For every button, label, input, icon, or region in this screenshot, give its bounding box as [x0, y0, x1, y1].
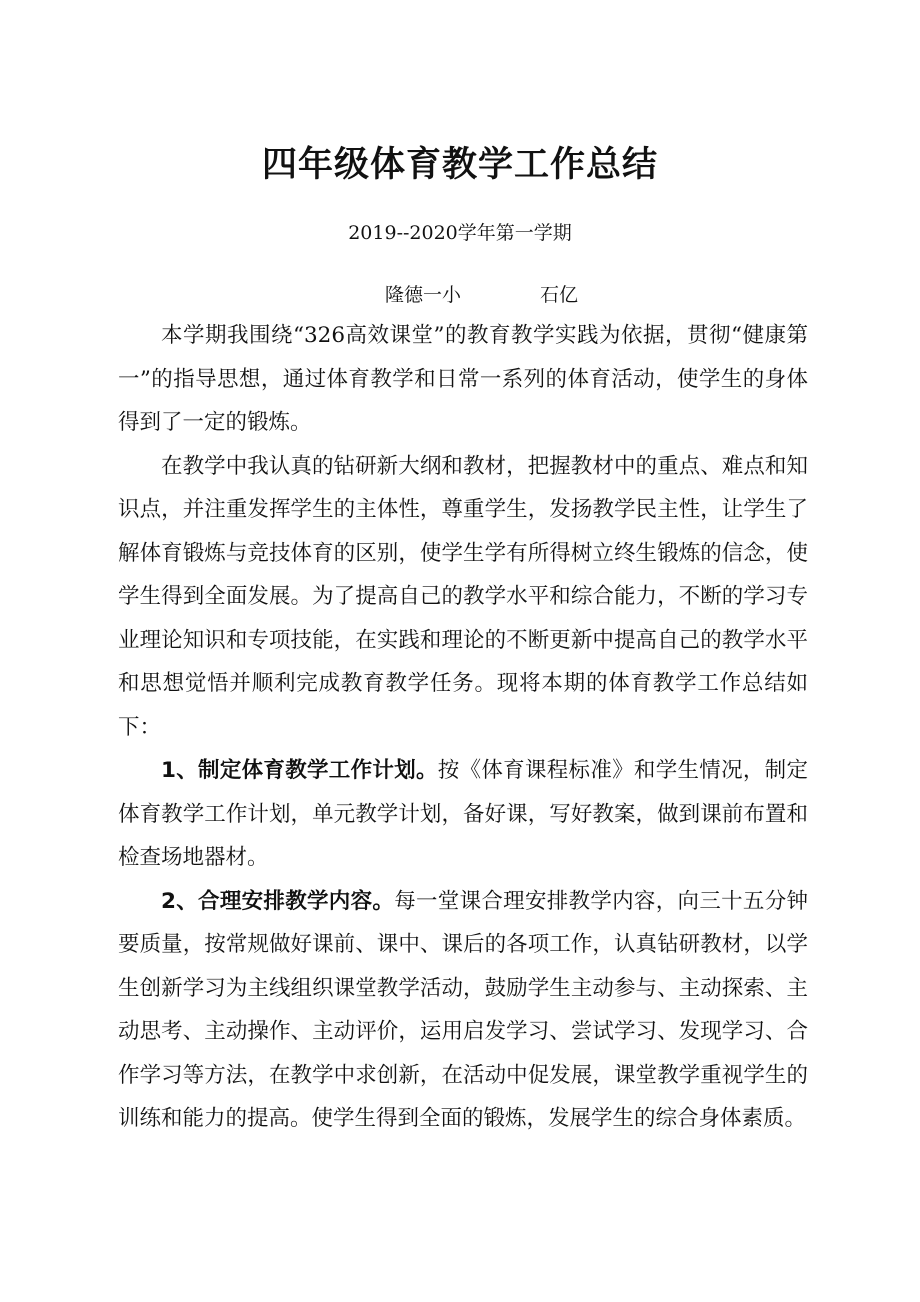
paragraph-text: 每一堂课合理安排教学内容，向三十五分钟要质量，按常规做好课前、课中、课后的各项工作，认真钻研教材，以学生创新学习为主线组织课堂教学活动，鼓励学生主动参与、主动探索、主动思考、主动操作、主动评价，运用启发学习、尝试学习、发现学习、合作学习等方法，在教学中求创新，在活动中促发展，课堂教学重视学生的训练和能力的提高。使学生得到全面的锻炼，发展学生的综合身体素质。	[118, 888, 808, 1131]
paragraph-text: 本学期我围绕“326高效课堂”的教育教学实践为依据，贯彻“健康第一”的指导思想，通过体育教学和日常一系列的体育活动，使学生的身体得到了一定的锻炼。	[118, 323, 808, 435]
document-subtitle: 2019--2020学年第一学期	[348, 222, 572, 244]
section-heading: 1、制定体育教学工作计划。	[161, 758, 438, 783]
document-body	[118, 314, 808, 1141]
paragraph	[118, 749, 808, 880]
paragraph	[118, 314, 808, 445]
author-line	[385, 280, 578, 310]
paragraph-text: 按《体育课程标准》和学生情况，制定体育教学工作计划，单元教学计划，备好课，写好教案，做到课前布置和检查场地器材。	[118, 758, 808, 870]
author-school: 隆德一小	[385, 284, 462, 306]
paragraph-text: 在教学中我认真的钻研新大纲和教材，把握教材中的重点、难点和知识点，并注重发挥学生的主体性，尊重学生，发扬教学民主性，让学生了解体育锻炼与竞技体育的区别，使学生学有所得树立终生锻炼的信念，使学生得到全面发展。为了提高自己的教学水平和综合能力，不断的学习专业理论知识和专项技能，在实践和理论的不断更新中提高自己的教学水平和思想觉悟并顺利完成教育教学任务。现将本期的体育教学工作总结如下：	[118, 453, 808, 740]
author-name: 石亿	[540, 284, 579, 306]
paragraph	[118, 445, 808, 750]
document-title: 四年级体育教学工作总结	[261, 145, 658, 185]
paragraph	[118, 880, 808, 1141]
section-heading: 2、合理安排教学内容。	[161, 888, 395, 914]
